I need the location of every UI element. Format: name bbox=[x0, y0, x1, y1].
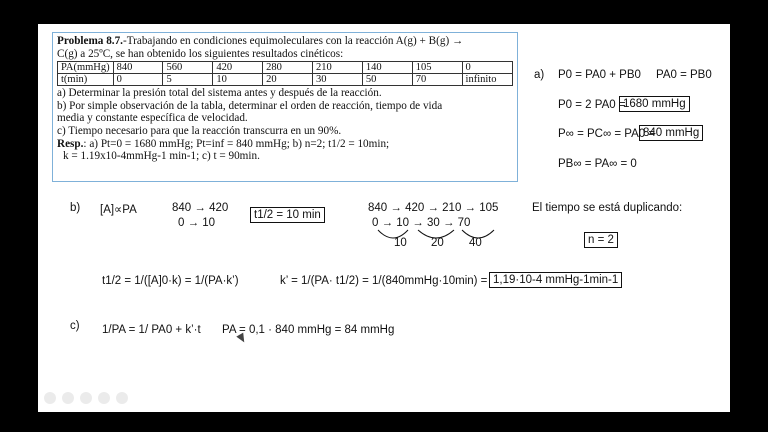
prev-slide-icon[interactable] bbox=[44, 392, 56, 404]
part-c-label: c) bbox=[70, 320, 80, 332]
part-a-eq4: PB∞ = PA∞ = 0 bbox=[558, 158, 637, 170]
table-cell: 140 bbox=[362, 62, 412, 74]
sequence2-times: 0 → 10 → 30 → 70 bbox=[372, 217, 471, 229]
answer-line2: k = 1.19x10-4mmHg-1 min-1; c) t = 90min. bbox=[63, 150, 260, 163]
problem-title: Problema 8.7. bbox=[57, 35, 123, 47]
zoom-icon[interactable] bbox=[98, 392, 110, 404]
proportionality: [A]∝PA bbox=[100, 204, 137, 216]
part-c-eq1: 1/PA = 1/ PA0 + k’·t bbox=[102, 324, 201, 336]
table-cell: 10 bbox=[213, 74, 263, 86]
table-cell: 420 bbox=[213, 62, 263, 74]
interval-arcs bbox=[38, 24, 730, 412]
table-cell: 50 bbox=[362, 74, 412, 86]
table-cell: 280 bbox=[263, 62, 313, 74]
statement-line2: C(g) a 25ºC, se han obtenido los siguientes resultados cinéticos: bbox=[57, 47, 344, 60]
half-life-equation: t1/2 = 1/([A]0·k) = 1/(PA·k’) bbox=[102, 275, 239, 287]
part-c-eq2: PA = 0,1 · 840 mmHg = 84 mmHg bbox=[222, 324, 395, 336]
answer-line1: : a) Pt=0 = 1680 mmHg; Pt=inf = 840 mmHg; b) n=2; t1/2 = 10min; bbox=[83, 137, 390, 150]
table-cell: 30 bbox=[313, 74, 363, 86]
part-b-label: b) bbox=[70, 202, 81, 214]
doubling-note: El tiempo se está duplicando: bbox=[532, 202, 683, 214]
pen-icon[interactable] bbox=[80, 392, 92, 404]
order-box: n = 2 bbox=[584, 232, 618, 248]
question-b-line1: b) Por simple observación de la tabla, determinar el orden de reacción, tiempo de vida bbox=[57, 99, 443, 112]
table-cell: 105 bbox=[412, 62, 462, 74]
question-c: c) Tiempo necesario para que la reacción transcurra en un 90%. bbox=[57, 124, 342, 137]
table-cell: 210 bbox=[313, 62, 363, 74]
table-cell: infinito bbox=[462, 74, 512, 86]
interval-value: 20 bbox=[431, 237, 444, 249]
table-header-pressure: PA(mmHg) bbox=[58, 62, 114, 74]
sequence1-times: 0 → 10 bbox=[178, 217, 216, 229]
result-box-p0: 1680 mmHg bbox=[619, 96, 690, 112]
part-a-eq2: P0 = 2 PA0 = bbox=[558, 99, 626, 111]
table-cell: 0 bbox=[462, 62, 512, 74]
interval-value: 10 bbox=[394, 237, 407, 249]
part-a-eq1: P0 = PA0 + PB0 bbox=[558, 69, 641, 81]
slide bbox=[38, 24, 730, 412]
slide-controls[interactable] bbox=[44, 392, 128, 404]
table-cell: 70 bbox=[412, 74, 462, 86]
question-b-line2: media y constante específica de velocidad. bbox=[57, 112, 248, 125]
interval-value: 40 bbox=[469, 237, 482, 249]
part-a-eq1b: PA0 = PB0 bbox=[656, 69, 712, 81]
rate-constant-box: 1,19·10-4 mmHg-1min-1 bbox=[489, 272, 622, 288]
rate-constant-equation: k’ = 1/(PA· t1/2) = 1/(840mmHg·10min) = bbox=[280, 275, 488, 287]
table-header-time: t(min) bbox=[58, 74, 114, 86]
table-cell: 20 bbox=[263, 74, 313, 86]
half-life-box: t1/2 = 10 min bbox=[250, 207, 325, 223]
sequence2-pressures: 840 → 420 → 210 → 105 bbox=[368, 202, 499, 214]
table-cell: 560 bbox=[163, 62, 213, 74]
table-cell: 0 bbox=[113, 74, 163, 86]
part-a-label: a) bbox=[534, 69, 545, 81]
table-cell: 840 bbox=[113, 62, 163, 74]
next-slide-icon[interactable] bbox=[62, 392, 74, 404]
answer-label: Resp. bbox=[57, 137, 84, 150]
statement-line1: -Trabajando en condiciones equimoleculares con la reacción A(g) + B(g) → bbox=[122, 35, 464, 47]
menu-icon[interactable] bbox=[116, 392, 128, 404]
result-box-pinf: 840 mmHg bbox=[639, 125, 703, 141]
question-a: a) Determinar la presión total del sistema antes y después de la reacción. bbox=[57, 87, 382, 100]
table-cell: 5 bbox=[163, 74, 213, 86]
part-a-eq3: P∞ = PC∞ = PA0 = bbox=[558, 128, 656, 140]
sequence1-pressures: 840 → 420 bbox=[172, 202, 229, 214]
